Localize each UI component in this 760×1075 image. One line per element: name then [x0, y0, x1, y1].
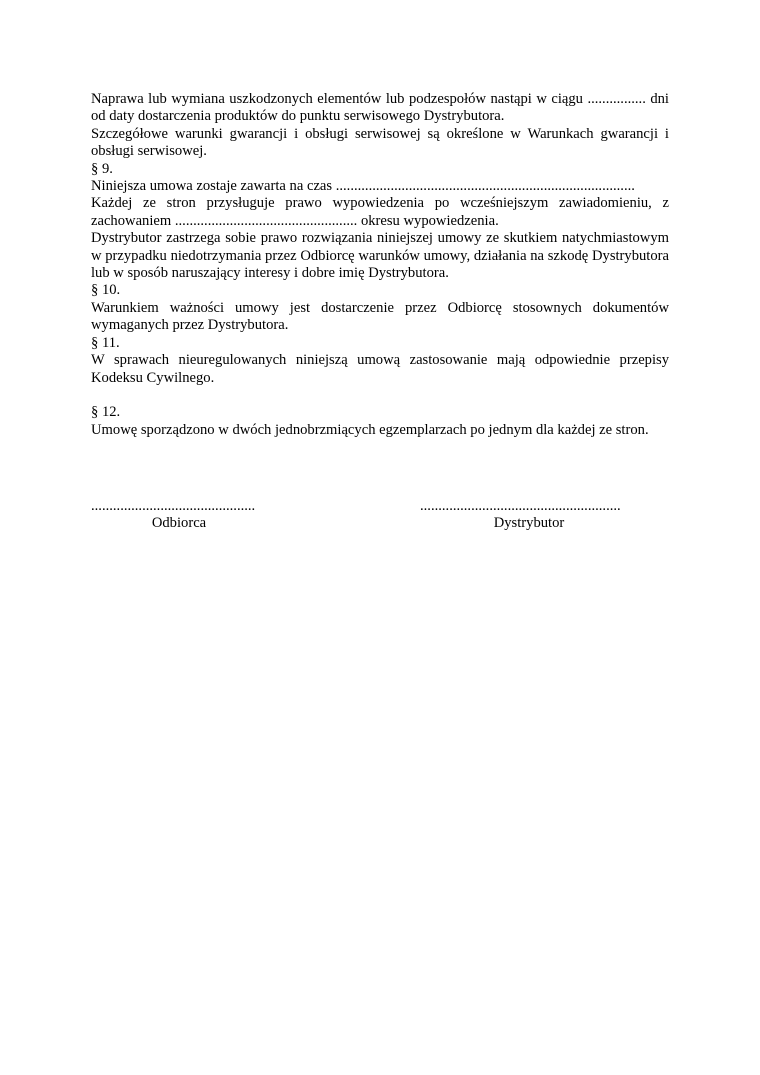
paragraph-civil-code: W sprawach nieuregulowanych niniejszą umową zastosowanie mają odpowiednie przepisy Kodeksu Cywilnego. [91, 352, 669, 386]
signature-line: ....................................................... [420, 498, 621, 514]
paragraph-validity-condition: Warunkiem ważności umowy jest dostarczenie przez Odbiorcę stosownych dokumentów wymaganych przez Dystrybutora. [91, 299, 669, 334]
section-heading-9: § 9. [91, 160, 113, 177]
paragraph-copies: Umowę sporządzono w dwóch jednobrzmiących egzemplarzach po jednym dla każdej ze stron. [91, 421, 649, 438]
paragraph-termination-right: Każdej ze stron przysługuje prawo wypowiedzenia po wcześniejszym zawiadomieniu, z zachowaniem .................................................. okresu wypowiedzenia. [91, 195, 669, 229]
section-heading-11: § 11. [91, 334, 120, 351]
paragraph-contract-duration: Niniejsza umowa zostaje zawarta na czas .................................................................................. [91, 178, 635, 195]
signature-label: Dystrybutor [493, 515, 565, 532]
signature-recipient [91, 498, 267, 533]
blank-line [91, 387, 669, 404]
signature-distributor [420, 498, 638, 533]
paragraph-immediate-termination: Dystrybutor zastrzega sobie prawo rozwiązania niniejszej umowy ze skutkiem natychmiastowym w przypadku niedotrzymania przez Odbiorcę warunków umowy, działania na szkodę Dystrybutora lub w sposób naruszający interesy i dobre imię Dystrybutora. [91, 230, 669, 282]
section-heading-10: § 10. [91, 282, 121, 299]
section-heading-12: § 12. [91, 404, 121, 421]
signature-line: ............................................. [91, 498, 256, 514]
signature-label: Odbiorca [151, 515, 207, 532]
document-body [91, 91, 669, 439]
paragraph-warranty-conditions: Szczegółowe warunki gwarancji i obsługi serwisowej są określone w Warunkach gwarancji i obsługi serwisowej. [91, 125, 669, 160]
paragraph-repair-term: Naprawa lub wymiana uszkodzonych elementów lub podzespołów nastąpi w ciągu ................ dni od daty dostarczenia produktów do punktu serwisowego Dystrybutora. [91, 91, 669, 125]
signature-block [91, 498, 669, 538]
